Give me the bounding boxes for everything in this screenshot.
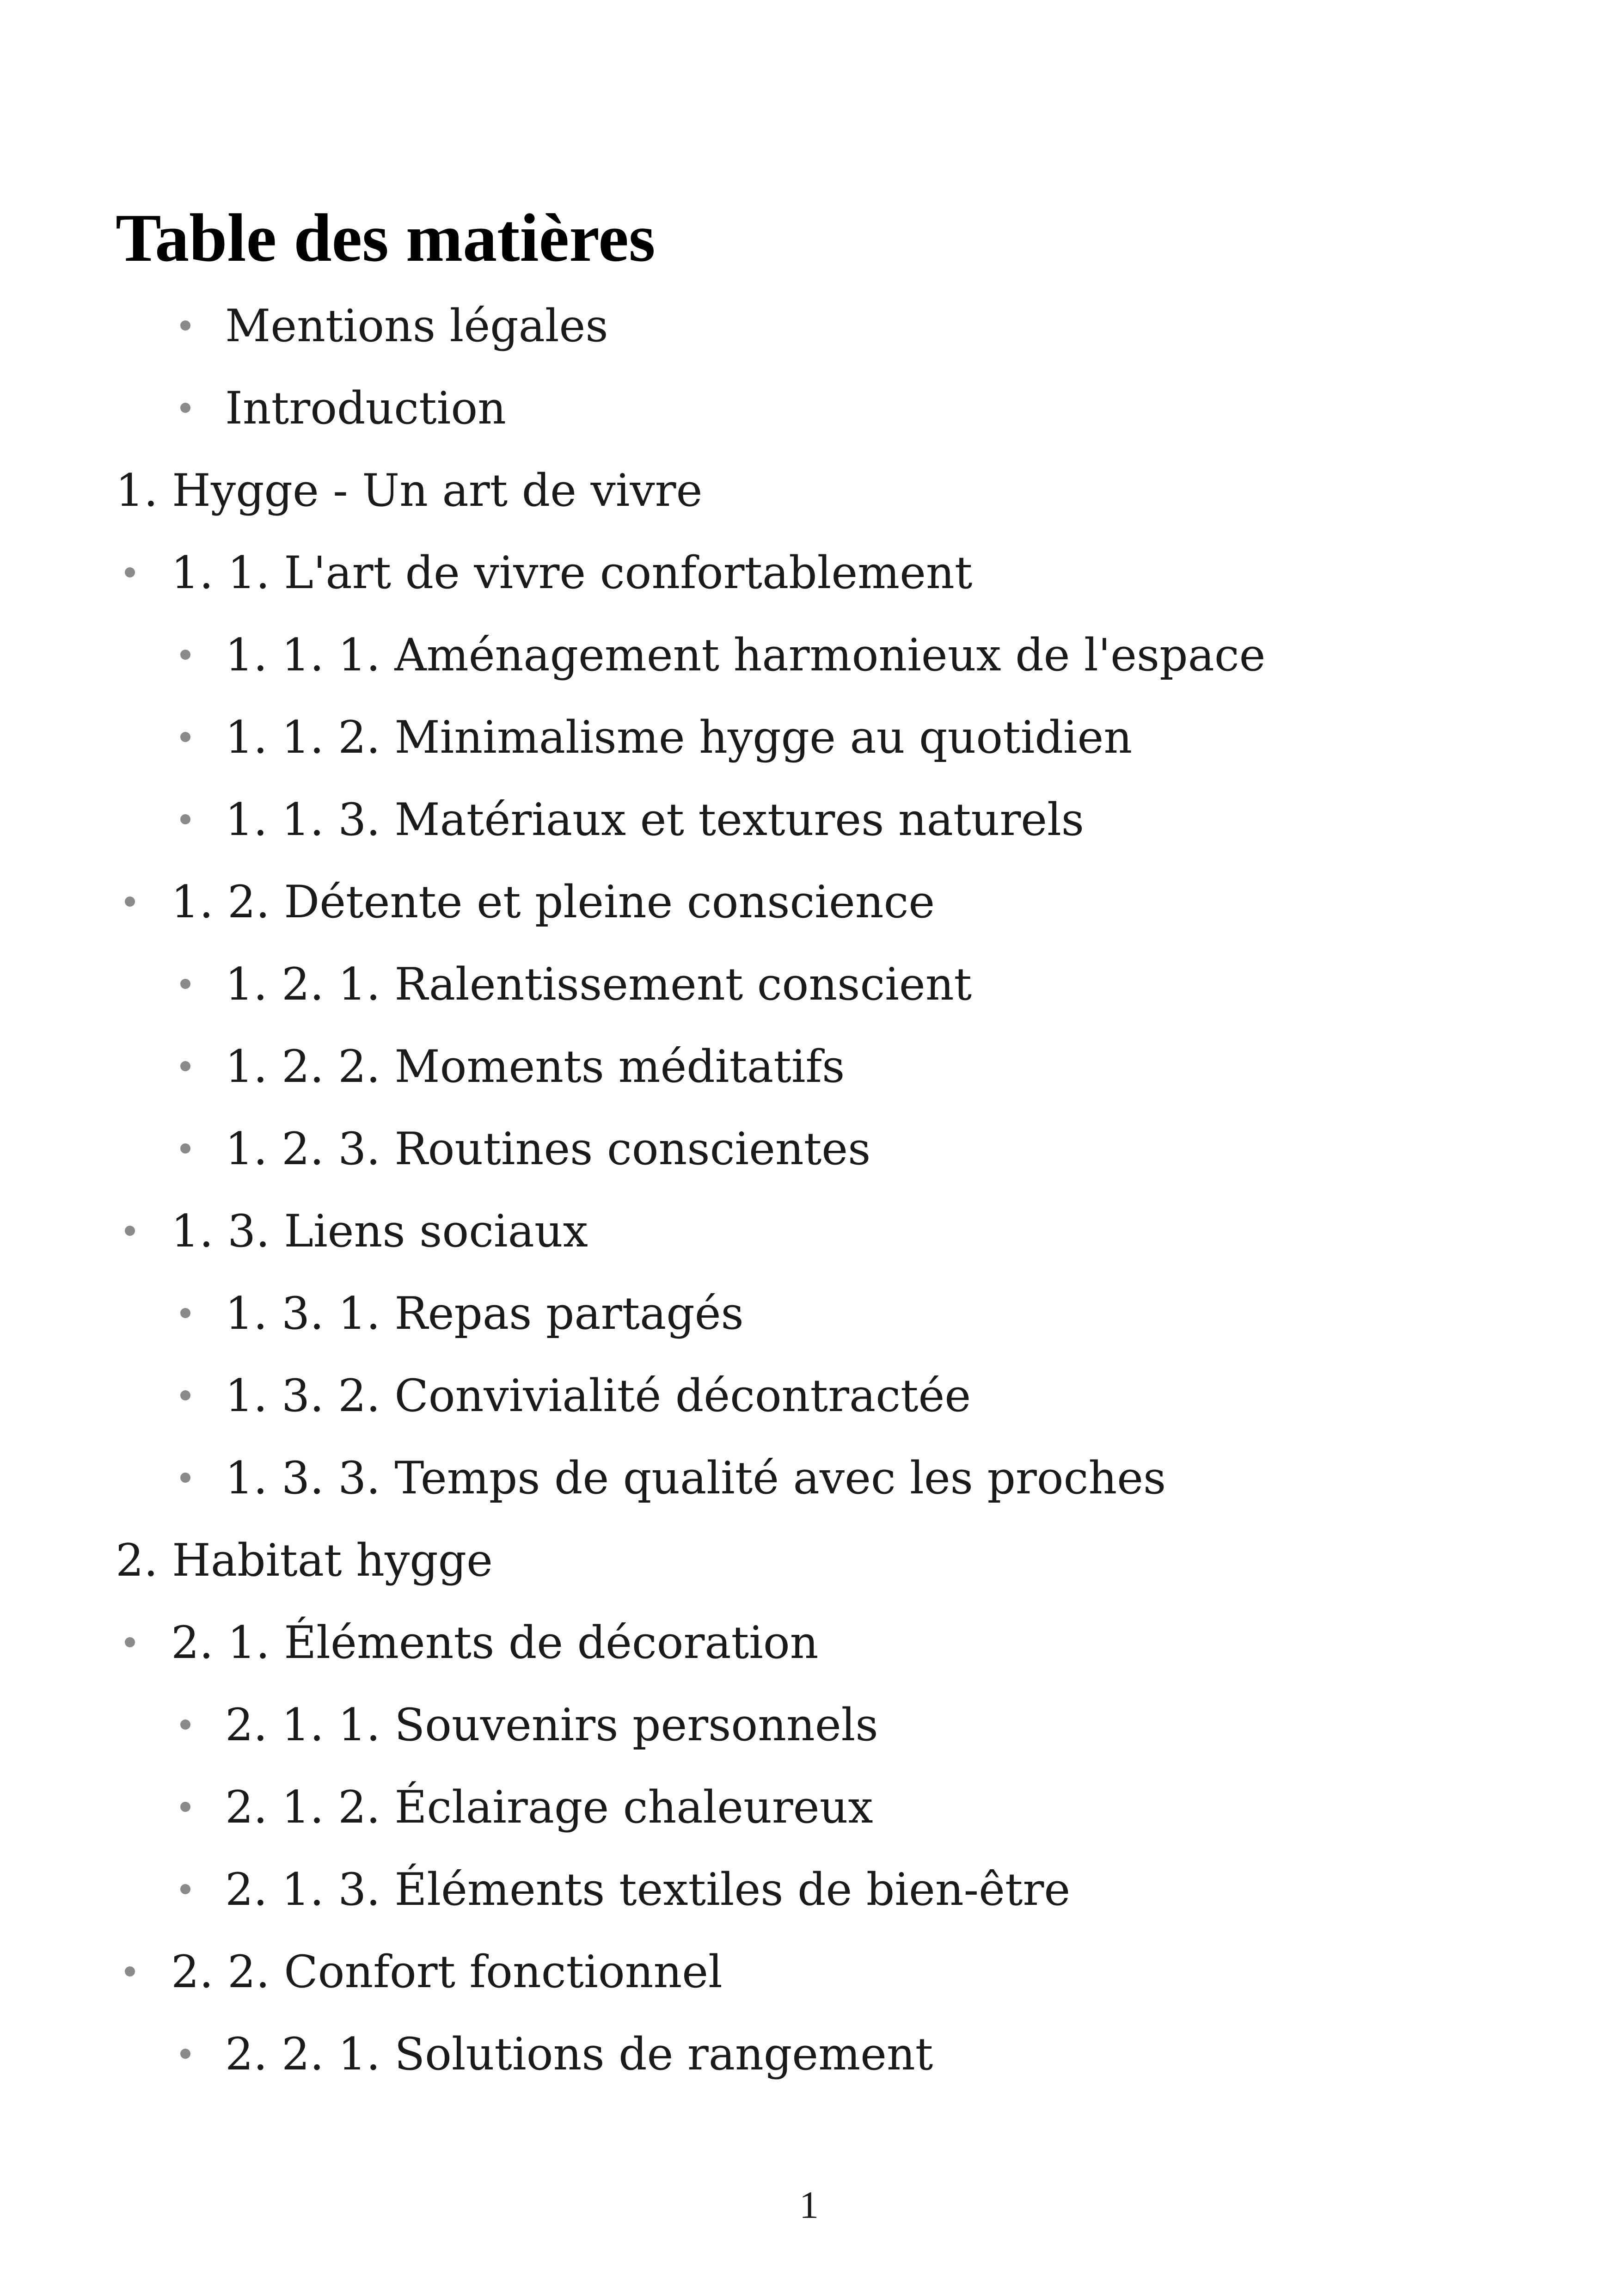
- bullet-icon: [125, 896, 135, 907]
- bullet-icon: [125, 567, 135, 577]
- toc-entry-text: 1. 1. L'art de vivre confortablement: [171, 547, 973, 599]
- toc-subsection[interactable]: [0, 381, 1618, 436]
- toc-subsection[interactable]: [0, 1368, 1618, 1424]
- toc-entry-text: 1. 2. 1. Ralentissement conscient: [225, 958, 972, 1010]
- toc-entry-text: 1. Hygge - Un art de vivre: [116, 465, 703, 516]
- bullet-icon: [180, 732, 190, 742]
- bullet-icon: [180, 814, 190, 824]
- toc-entry-text: 1. 3. 2. Convivialité décontractée: [225, 1370, 971, 1422]
- toc-subsection[interactable]: [0, 298, 1618, 354]
- toc-subsection[interactable]: [0, 1697, 1618, 1753]
- bullet-icon: [180, 1143, 190, 1154]
- toc-subsection[interactable]: [0, 1039, 1618, 1094]
- bullet-icon: [180, 1390, 190, 1400]
- toc-subsection[interactable]: [0, 1286, 1618, 1341]
- bullet-icon: [180, 1802, 190, 1812]
- toc-entry-text: 1. 2. 2. Moments méditatifs: [225, 1041, 845, 1093]
- page-title: Table des matières: [116, 200, 656, 276]
- toc-entry-text: 2. 1. 3. Éléments textiles de bien-être: [225, 1864, 1071, 1915]
- toc-subsection[interactable]: [0, 1862, 1618, 1917]
- toc-entry-text: 2. 1. 1. Souvenirs personnels: [225, 1699, 878, 1751]
- toc-subsection[interactable]: [0, 2026, 1618, 2082]
- toc-subsection[interactable]: [0, 710, 1618, 765]
- bullet-icon: [180, 403, 190, 413]
- bullet-icon: [125, 1966, 135, 1977]
- toc-entry-text: 1. 1. 3. Matériaux et textures naturels: [225, 794, 1085, 846]
- toc-entry-text: 1. 3. 1. Repas partagés: [225, 1288, 744, 1339]
- bullet-icon: [180, 1473, 190, 1483]
- toc-section[interactable]: [0, 874, 1618, 930]
- bullet-icon: [180, 979, 190, 989]
- bullet-icon: [180, 2049, 190, 2059]
- toc-entry-text: 2. 2. Confort fonctionnel: [171, 1946, 723, 1998]
- toc-entry-text: 1. 2. Détente et pleine conscience: [171, 876, 935, 928]
- toc-entry-text: 1. 3. 3. Temps de qualité avec les proches: [225, 1452, 1166, 1504]
- toc-entry-text: 1. 1. 1. Aménagement harmonieux de l'espace: [225, 629, 1266, 681]
- toc-entry-text: 1. 1. 2. Minimalisme hygge au quotidien: [225, 712, 1133, 763]
- toc-entry-text: 1. 3. Liens sociaux: [171, 1205, 588, 1257]
- bullet-icon: [180, 1719, 190, 1730]
- bullet-icon: [125, 1637, 135, 1647]
- toc-section[interactable]: [0, 1944, 1618, 2000]
- toc-entry-text: 2. 1. Éléments de décoration: [171, 1617, 819, 1669]
- toc-entry-text: 1. 2. 3. Routines conscientes: [225, 1123, 871, 1175]
- bullet-icon: [180, 1061, 190, 1071]
- toc-subsection[interactable]: [0, 957, 1618, 1012]
- toc-subsection[interactable]: [0, 1121, 1618, 1177]
- toc-subsection[interactable]: [0, 792, 1618, 847]
- toc-subsection[interactable]: [0, 1450, 1618, 1506]
- toc-entry-text: 2. 2. 1. Solutions de rangement: [225, 2028, 933, 2080]
- toc-chapter[interactable]: [0, 463, 1618, 518]
- bullet-icon: [180, 1884, 190, 1894]
- toc-chapter[interactable]: [0, 1533, 1618, 1588]
- toc-subsection[interactable]: [0, 1780, 1618, 1835]
- toc-entry-text: Mentions légales: [225, 300, 608, 352]
- toc-entry-text: 2. Habitat hygge: [116, 1535, 493, 1586]
- bullet-icon: [180, 1308, 190, 1318]
- toc-section[interactable]: [0, 1615, 1618, 1670]
- bullet-icon: [125, 1226, 135, 1236]
- toc-section[interactable]: [0, 1203, 1618, 1259]
- toc-entry-text: 2. 1. 2. Éclairage chaleureux: [225, 1781, 873, 1833]
- bullet-icon: [180, 320, 190, 331]
- toc-entry-text: Introduction: [225, 382, 506, 434]
- page-number: 1: [799, 2184, 819, 2227]
- toc-subsection[interactable]: [0, 627, 1618, 683]
- bullet-icon: [180, 650, 190, 660]
- toc-section[interactable]: [0, 545, 1618, 601]
